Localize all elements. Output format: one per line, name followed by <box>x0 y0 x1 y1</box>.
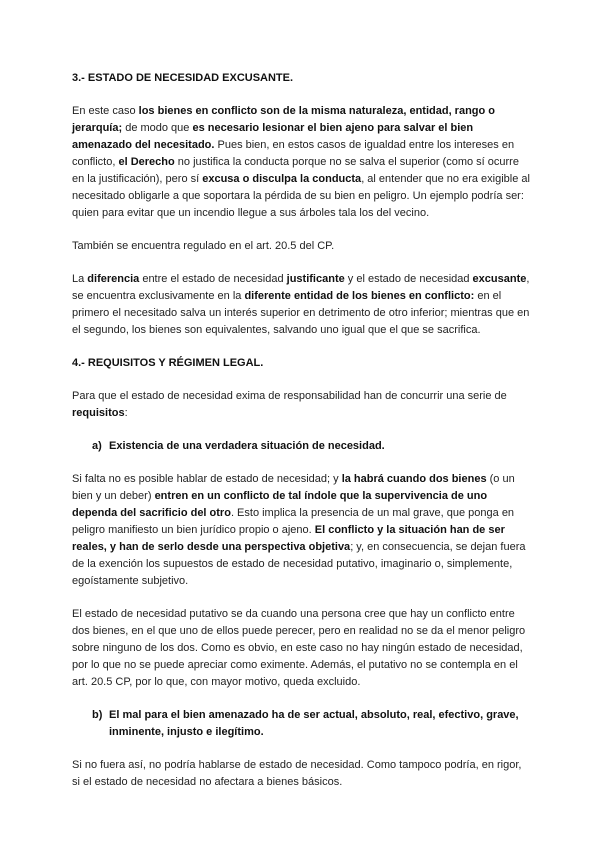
requirement-a-label: a) <box>92 440 102 452</box>
text-run: Si no fuera así, no podría hablarse de estado de necesidad. Como tampoco podría, en rigor, si el estado de necesidad no afectara a bienes básicos. <box>72 759 522 788</box>
paragraph-3 <box>72 271 532 339</box>
text-run: El estado de necesidad putativo se da cuando una persona cree que hay un conflicto entre dos bienes, en el que uno de ellos puede perecer, pero en realidad no se da el menor peligro sobre ninguno de los dos. Como es obvio, en este caso no hay ningún estado de necesidad, por lo que no se puede apreciar como eximente. Además, el putativo no se contempla en el art. 20.5 CP, por lo que, con mayor motivo, queda excluido. <box>72 608 526 688</box>
section-heading-3: 3.- ESTADO DE NECESIDAD EXCUSANTE. <box>72 72 294 84</box>
text-run: Pues bien, en estos casos de igualdad entre los intereses en conflicto, <box>72 139 515 168</box>
bold-text-run: excusante <box>472 273 527 285</box>
text-run: También se encuentra regulado en el art. 20.5 del CP. <box>72 240 335 252</box>
text-run: en el primero el necesitado salva un interés superior en detrimento de otro inferior; mientras que en el segundo, los bienes son equivalentes, salvando uno igual que el que se sacrifica. <box>72 290 530 336</box>
bold-text-run: el Derecho <box>118 156 175 168</box>
text-run: , se encuentra exclusivamente en la <box>72 273 530 302</box>
text-run: . Esto implica la presencia de un mal grave, que ponga en peligro manifiesto un bien jurídico propio o ajeno. <box>72 507 515 536</box>
bold-text-run: los bienes en conflicto son de la misma naturaleza, entidad, rango o jerarquía; <box>72 105 496 134</box>
bold-text-run: diferente entidad de los bienes en conflicto: <box>244 290 475 302</box>
text-run: y el estado de necesidad <box>344 273 473 285</box>
text-run: : <box>124 407 128 419</box>
bold-text-run: El conflicto y la situación han de ser reales, y han de serlo desde una perspectiva objetiva <box>72 524 505 553</box>
bold-text-run: requisitos <box>72 407 125 419</box>
requirement-b-text: El mal para el bien amenazado ha de ser actual, absoluto, real, efectivo, grave, inminente, injusto e ilegítimo. <box>109 709 519 738</box>
bold-text-run: la habrá cuando dos bienes <box>341 473 487 485</box>
text-run: ; y, en consecuencia, se dejan fuera de la exención los supuestos de estado de necesidad putativo, imaginario o, simplemente, egoístamente subjetivo. <box>72 541 526 587</box>
text-run: En este caso <box>72 105 139 117</box>
text-run: , al entender que no era exigible al necesitado obligarle a que soportara la pérdida de su bien en peligro. Un ejemplo podría ser: quien para evitar que un incendio llegue a sus árboles tala los del vecino. <box>72 173 530 219</box>
document-page <box>72 70 532 791</box>
bold-text-run: entren en un conflicto de tal índole que la supervivencia de uno dependa del sacrificio del otro <box>72 490 488 519</box>
text-run: no justifica la conducta porque no se salva el superior (como sí ocurre en la justificación), pero sí <box>72 156 519 185</box>
text-run: Para que el estado de necesidad exima de responsabilidad han de concurrir una serie de <box>72 390 507 402</box>
requirement-a-text: Existencia de una verdadera situación de necesidad. <box>109 440 385 452</box>
requirement-b-label: b) <box>92 709 103 721</box>
text-run: de modo que <box>122 122 193 134</box>
text-run: entre el estado de necesidad <box>139 273 287 285</box>
paragraph-4 <box>72 388 532 422</box>
paragraph-2 <box>72 238 532 255</box>
paragraph-1 <box>72 103 532 222</box>
text-run: La <box>72 273 88 285</box>
bold-text-run: justificante <box>286 273 345 285</box>
bold-text-run: diferencia <box>87 273 140 285</box>
requirement-b <box>72 707 532 741</box>
requirement-a <box>72 438 532 455</box>
bold-text-run: es necesario lesionar el bien ajeno para salvar el bien amenazado del necesitado. <box>72 122 474 151</box>
text-run: (o un bien y un deber) <box>72 473 515 502</box>
bold-text-run: excusa o disculpa la conducta <box>202 173 362 185</box>
section-heading-4: 4.- REQUISITOS Y RÉGIMEN LEGAL. <box>72 357 264 369</box>
paragraph-7 <box>72 757 532 791</box>
text-run: Si falta no es posible hablar de estado de necesidad; y <box>72 473 342 485</box>
paragraph-5 <box>72 471 532 590</box>
paragraph-6 <box>72 606 532 691</box>
